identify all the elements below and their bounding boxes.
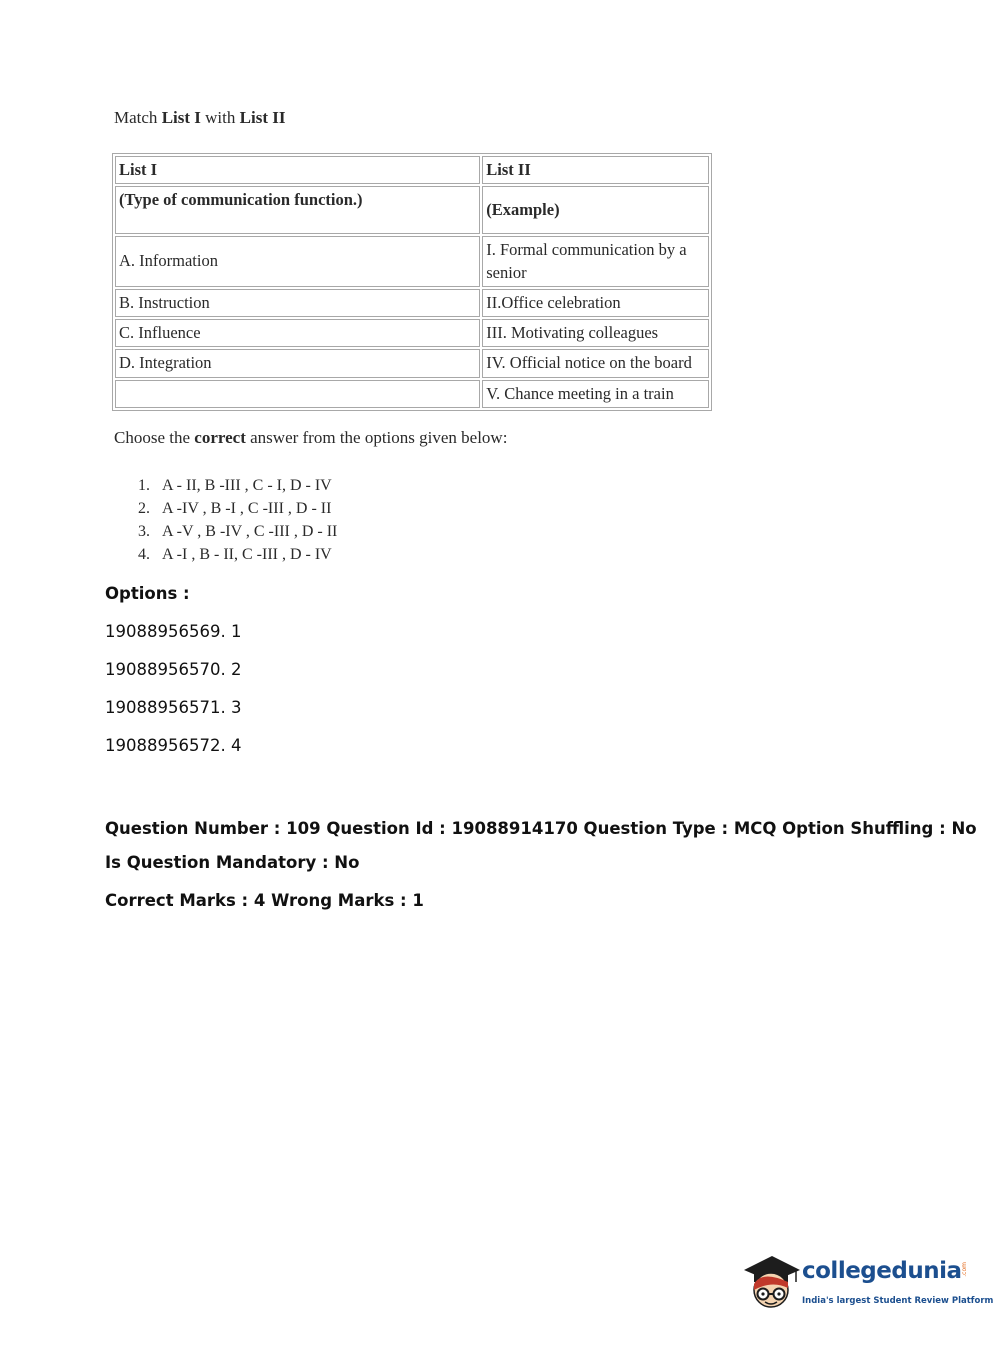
mascot-icon: [742, 1248, 800, 1320]
table-cell: [115, 380, 480, 408]
table-row: [115, 236, 709, 287]
table-row: [115, 349, 709, 377]
list-item: 4. A -I , B - II, C -III , D - IV: [138, 546, 332, 563]
option-item: 19088956570. 2: [105, 660, 242, 679]
table-cell: IV. Official notice on the board: [482, 349, 709, 377]
table-cell: B. Instruction: [115, 289, 480, 317]
table-cell: D. Integration: [115, 349, 480, 377]
table-row: [115, 380, 709, 408]
question-mandatory-line: Is Question Mandatory : No: [105, 853, 360, 872]
table-header-list2: List II: [482, 156, 709, 184]
option-item: 19088956571. 3: [105, 698, 242, 717]
logo-tagline: India's largest Student Review Platform: [802, 1296, 994, 1306]
table-cell: III. Motivating colleagues: [482, 319, 709, 347]
table-cell: A. Information: [115, 236, 480, 287]
collegedunia-logo: [742, 1248, 994, 1320]
table-cell: II.Office celebration: [482, 289, 709, 317]
question-meta-line: Question Number : 109 Question Id : 19088914170 Question Type : MCQ Option Shuffling : No: [105, 819, 977, 838]
question-intro: Match List I with List II: [114, 108, 286, 127]
table-header-list1: List I: [115, 156, 480, 184]
logo-dotcom: .com: [961, 1262, 968, 1277]
table-subheader-list2: (Example): [482, 186, 709, 234]
list-item: 1. A - II, B -III , C - I, D - IV: [138, 477, 332, 494]
options-heading: Options :: [105, 584, 190, 603]
option-item: 19088956572. 4: [105, 736, 242, 755]
option-item: 19088956569. 1: [105, 622, 242, 641]
answer-list: [138, 474, 337, 566]
table-row: [115, 186, 709, 234]
table-row: [115, 156, 709, 184]
table-cell: I. Formal communication by a senior: [482, 236, 709, 287]
marks-line: Correct Marks : 4 Wrong Marks : 1: [105, 891, 424, 910]
table-subheader-list1: (Type of communication function.): [115, 186, 480, 234]
table-cell: V. Chance meeting in a train: [482, 380, 709, 408]
list-item: 2. A -IV , B -I , C -III , D - II: [138, 500, 332, 517]
match-table: [112, 153, 712, 411]
table-row: [115, 289, 709, 317]
logo-brand: collegedunia: [802, 1258, 962, 1284]
table-cell: C. Influence: [115, 319, 480, 347]
table-row: [115, 319, 709, 347]
list-item: 3. A -V , B -IV , C -III , D - II: [138, 523, 338, 540]
choose-instruction: Choose the correct answer from the options given below:: [114, 428, 508, 447]
